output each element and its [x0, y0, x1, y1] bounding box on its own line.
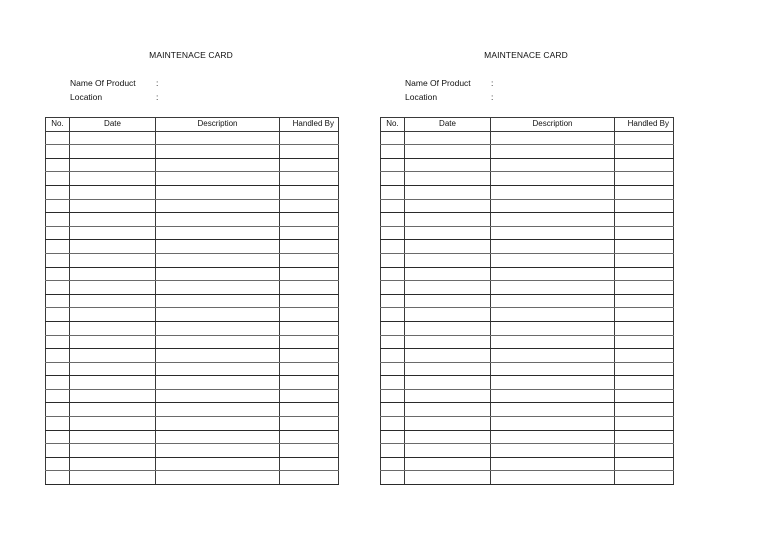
- table-row: [381, 403, 674, 417]
- cell-no: [381, 226, 405, 240]
- cell-description: [491, 403, 615, 417]
- cell-handled-by: [280, 376, 339, 390]
- cell-no: [46, 321, 70, 335]
- table-row: [46, 131, 339, 145]
- cell-handled-by: [615, 213, 674, 227]
- cell-no: [381, 389, 405, 403]
- cell-date: [70, 362, 156, 376]
- table-row: [46, 376, 339, 390]
- cell-description: [491, 267, 615, 281]
- location-label: Location: [405, 92, 438, 102]
- cell-description: [156, 389, 280, 403]
- cell-handled-by: [280, 321, 339, 335]
- cell-description: [156, 213, 280, 227]
- cell-no: [381, 240, 405, 254]
- cell-description: [156, 281, 280, 295]
- cell-no: [46, 172, 70, 186]
- cell-no: [46, 403, 70, 417]
- cell-no: [381, 457, 405, 471]
- table-row: [381, 308, 674, 322]
- cell-description: [156, 308, 280, 322]
- cell-date: [70, 430, 156, 444]
- cell-description: [156, 267, 280, 281]
- cell-date: [70, 417, 156, 431]
- cell-no: [46, 199, 70, 213]
- cell-date: [70, 131, 156, 145]
- column-header-no: No.: [46, 118, 70, 132]
- table-row: [381, 199, 674, 213]
- cell-description: [491, 213, 615, 227]
- cell-date: [405, 172, 491, 186]
- cell-no: [381, 199, 405, 213]
- cell-date: [70, 403, 156, 417]
- cell-date: [70, 158, 156, 172]
- cell-description: [156, 131, 280, 145]
- cell-date: [405, 417, 491, 431]
- cell-description: [491, 376, 615, 390]
- table-row: [381, 281, 674, 295]
- table-row: [381, 294, 674, 308]
- cell-date: [405, 349, 491, 363]
- cell-handled-by: [280, 253, 339, 267]
- cell-date: [405, 226, 491, 240]
- cell-no: [381, 281, 405, 295]
- cell-no: [46, 158, 70, 172]
- cell-description: [491, 389, 615, 403]
- cell-no: [46, 226, 70, 240]
- location-value: :: [156, 92, 159, 102]
- table-row: [46, 281, 339, 295]
- cell-description: [156, 145, 280, 159]
- cell-description: [156, 172, 280, 186]
- cell-date: [405, 376, 491, 390]
- location-value: :: [491, 92, 494, 102]
- cell-description: [156, 226, 280, 240]
- cell-description: [156, 430, 280, 444]
- cell-handled-by: [280, 349, 339, 363]
- cell-date: [405, 362, 491, 376]
- column-header-date: Date: [70, 118, 156, 132]
- cell-handled-by: [280, 403, 339, 417]
- cell-no: [381, 321, 405, 335]
- product-label: Name Of Product: [405, 78, 471, 88]
- cell-no: [46, 131, 70, 145]
- cell-date: [405, 444, 491, 458]
- cell-description: [491, 131, 615, 145]
- cell-no: [381, 213, 405, 227]
- cell-handled-by: [615, 308, 674, 322]
- table-row: [381, 240, 674, 254]
- cell-date: [405, 213, 491, 227]
- cell-no: [381, 172, 405, 186]
- cell-date: [70, 349, 156, 363]
- cell-no: [46, 335, 70, 349]
- cell-date: [70, 145, 156, 159]
- cell-date: [405, 267, 491, 281]
- cell-description: [491, 294, 615, 308]
- cell-no: [381, 131, 405, 145]
- maintenance-card-right: [380, 0, 672, 543]
- maintenance-log-table: [380, 117, 674, 485]
- location-field: [405, 92, 493, 103]
- table-row: [381, 349, 674, 363]
- cell-no: [46, 362, 70, 376]
- cell-date: [70, 281, 156, 295]
- cell-no: [46, 213, 70, 227]
- cell-description: [491, 240, 615, 254]
- product-value: :: [156, 78, 159, 88]
- table-row: [46, 362, 339, 376]
- cell-no: [46, 430, 70, 444]
- product-field: [405, 78, 493, 89]
- cell-no: [381, 185, 405, 199]
- product-value: :: [491, 78, 494, 88]
- table-row: [381, 253, 674, 267]
- cell-no: [46, 281, 70, 295]
- cell-handled-by: [280, 199, 339, 213]
- cell-date: [70, 185, 156, 199]
- cell-date: [405, 145, 491, 159]
- cell-date: [405, 240, 491, 254]
- cell-no: [381, 294, 405, 308]
- product-label: Name Of Product: [70, 78, 136, 88]
- maintenance-log-table: [45, 117, 339, 485]
- cell-handled-by: [280, 417, 339, 431]
- cell-handled-by: [615, 294, 674, 308]
- cell-date: [70, 457, 156, 471]
- table-row: [381, 376, 674, 390]
- cell-handled-by: [280, 471, 339, 485]
- table-row: [46, 294, 339, 308]
- cell-handled-by: [615, 335, 674, 349]
- cell-description: [491, 185, 615, 199]
- cell-handled-by: [615, 145, 674, 159]
- card-title: MAINTENACE CARD: [149, 50, 233, 60]
- table-row: [46, 267, 339, 281]
- cell-description: [491, 444, 615, 458]
- cell-date: [70, 267, 156, 281]
- cell-description: [491, 457, 615, 471]
- cell-handled-by: [280, 362, 339, 376]
- cell-handled-by: [280, 158, 339, 172]
- table-row: [381, 172, 674, 186]
- cell-handled-by: [280, 294, 339, 308]
- cell-no: [46, 417, 70, 431]
- cell-handled-by: [280, 389, 339, 403]
- cell-description: [491, 417, 615, 431]
- cell-handled-by: [615, 226, 674, 240]
- cell-no: [381, 403, 405, 417]
- table-row: [46, 457, 339, 471]
- cell-date: [70, 308, 156, 322]
- cell-handled-by: [280, 131, 339, 145]
- table-row: [46, 389, 339, 403]
- cell-description: [491, 281, 615, 295]
- cell-handled-by: [615, 131, 674, 145]
- cell-no: [381, 253, 405, 267]
- cell-date: [405, 335, 491, 349]
- table-row: [46, 172, 339, 186]
- cell-no: [46, 267, 70, 281]
- cell-no: [46, 444, 70, 458]
- table-row: [46, 226, 339, 240]
- column-header-description: Description: [491, 118, 615, 132]
- cell-description: [491, 430, 615, 444]
- table-row: [381, 213, 674, 227]
- cell-no: [46, 145, 70, 159]
- cell-handled-by: [615, 389, 674, 403]
- cell-handled-by: [615, 321, 674, 335]
- table-row: [46, 335, 339, 349]
- cell-date: [405, 253, 491, 267]
- cell-handled-by: [280, 145, 339, 159]
- table-header-row: [381, 118, 674, 132]
- cell-date: [70, 213, 156, 227]
- cell-handled-by: [615, 267, 674, 281]
- cell-no: [381, 267, 405, 281]
- table-row: [46, 349, 339, 363]
- table-row: [46, 417, 339, 431]
- cell-date: [70, 226, 156, 240]
- table-row: [46, 321, 339, 335]
- cell-no: [381, 145, 405, 159]
- cell-handled-by: [615, 349, 674, 363]
- location-field: [70, 92, 158, 103]
- cell-description: [491, 199, 615, 213]
- cell-description: [491, 145, 615, 159]
- table-row: [46, 199, 339, 213]
- cell-handled-by: [280, 308, 339, 322]
- cell-no: [381, 362, 405, 376]
- cell-no: [46, 349, 70, 363]
- cell-handled-by: [615, 172, 674, 186]
- cell-description: [156, 240, 280, 254]
- cell-date: [70, 471, 156, 485]
- cell-handled-by: [615, 240, 674, 254]
- table-row: [381, 226, 674, 240]
- table-row: [381, 267, 674, 281]
- table-row: [46, 158, 339, 172]
- table-row: [381, 158, 674, 172]
- cell-no: [381, 444, 405, 458]
- cell-handled-by: [280, 267, 339, 281]
- cell-handled-by: [280, 213, 339, 227]
- cell-handled-by: [615, 417, 674, 431]
- cell-description: [491, 349, 615, 363]
- cell-handled-by: [615, 403, 674, 417]
- cell-handled-by: [615, 199, 674, 213]
- cell-handled-by: [280, 172, 339, 186]
- cell-date: [405, 321, 491, 335]
- table-row: [46, 471, 339, 485]
- cell-date: [405, 457, 491, 471]
- table-row: [381, 457, 674, 471]
- cell-description: [156, 185, 280, 199]
- cell-description: [156, 321, 280, 335]
- cell-description: [156, 403, 280, 417]
- cell-handled-by: [280, 430, 339, 444]
- column-header-description: Description: [156, 118, 280, 132]
- cell-no: [46, 376, 70, 390]
- table-row: [381, 131, 674, 145]
- cell-date: [405, 403, 491, 417]
- cell-description: [156, 376, 280, 390]
- cell-date: [405, 294, 491, 308]
- cell-description: [491, 362, 615, 376]
- cell-date: [405, 281, 491, 295]
- cell-date: [70, 444, 156, 458]
- cell-handled-by: [615, 253, 674, 267]
- cell-description: [156, 158, 280, 172]
- location-label: Location: [70, 92, 103, 102]
- cell-date: [405, 308, 491, 322]
- cell-handled-by: [615, 281, 674, 295]
- maintenance-card-left: [45, 0, 337, 543]
- cell-description: [491, 308, 615, 322]
- cell-description: [491, 335, 615, 349]
- table-row: [381, 321, 674, 335]
- cell-no: [46, 308, 70, 322]
- cell-date: [405, 471, 491, 485]
- column-header-handled-by: Handled By: [280, 118, 339, 132]
- cell-description: [491, 158, 615, 172]
- table-row: [381, 185, 674, 199]
- cell-handled-by: [615, 185, 674, 199]
- cell-handled-by: [615, 457, 674, 471]
- cell-description: [491, 471, 615, 485]
- cell-handled-by: [280, 335, 339, 349]
- table-row: [46, 253, 339, 267]
- product-field: [70, 78, 158, 89]
- table-row: [46, 213, 339, 227]
- cell-description: [156, 335, 280, 349]
- cell-description: [491, 253, 615, 267]
- cell-date: [70, 389, 156, 403]
- cell-no: [46, 185, 70, 199]
- cell-handled-by: [615, 471, 674, 485]
- table-row: [46, 444, 339, 458]
- cell-handled-by: [280, 185, 339, 199]
- cell-handled-by: [615, 376, 674, 390]
- cell-description: [156, 349, 280, 363]
- cell-handled-by: [280, 240, 339, 254]
- cell-date: [70, 321, 156, 335]
- cell-description: [156, 471, 280, 485]
- table-row: [46, 240, 339, 254]
- cell-description: [491, 321, 615, 335]
- cell-date: [70, 253, 156, 267]
- cell-no: [381, 471, 405, 485]
- cell-description: [156, 294, 280, 308]
- cell-no: [46, 294, 70, 308]
- column-header-handled-by: Handled By: [615, 118, 674, 132]
- cell-handled-by: [280, 226, 339, 240]
- cell-handled-by: [615, 158, 674, 172]
- table-row: [381, 362, 674, 376]
- cell-no: [381, 308, 405, 322]
- cell-no: [46, 457, 70, 471]
- table-row: [381, 145, 674, 159]
- cell-date: [70, 376, 156, 390]
- cell-handled-by: [280, 444, 339, 458]
- table-row: [46, 145, 339, 159]
- cell-date: [405, 185, 491, 199]
- cell-no: [381, 349, 405, 363]
- cell-handled-by: [280, 457, 339, 471]
- cell-date: [405, 199, 491, 213]
- table-row: [46, 185, 339, 199]
- cell-no: [46, 253, 70, 267]
- cell-date: [405, 158, 491, 172]
- table-row: [381, 389, 674, 403]
- cell-description: [156, 199, 280, 213]
- cell-no: [381, 335, 405, 349]
- cell-date: [405, 131, 491, 145]
- cell-date: [70, 294, 156, 308]
- card-title: MAINTENACE CARD: [484, 50, 568, 60]
- table-row: [46, 308, 339, 322]
- cell-no: [46, 389, 70, 403]
- cell-no: [46, 471, 70, 485]
- table-row: [46, 430, 339, 444]
- cell-description: [156, 457, 280, 471]
- cell-no: [381, 158, 405, 172]
- cell-date: [70, 199, 156, 213]
- table-row: [381, 417, 674, 431]
- table-row: [381, 444, 674, 458]
- cell-handled-by: [615, 444, 674, 458]
- cell-no: [381, 417, 405, 431]
- cell-date: [405, 430, 491, 444]
- table-row: [46, 403, 339, 417]
- cell-description: [156, 444, 280, 458]
- cell-description: [156, 362, 280, 376]
- table-row: [381, 335, 674, 349]
- cell-date: [405, 389, 491, 403]
- cell-date: [70, 172, 156, 186]
- cell-no: [381, 430, 405, 444]
- table-header-row: [46, 118, 339, 132]
- cell-handled-by: [615, 362, 674, 376]
- cell-handled-by: [280, 281, 339, 295]
- cell-description: [156, 417, 280, 431]
- column-header-no: No.: [381, 118, 405, 132]
- table-row: [381, 430, 674, 444]
- cell-no: [46, 240, 70, 254]
- cell-handled-by: [615, 430, 674, 444]
- cell-date: [70, 240, 156, 254]
- table-row: [381, 471, 674, 485]
- cell-date: [70, 335, 156, 349]
- cell-description: [491, 172, 615, 186]
- cell-description: [491, 226, 615, 240]
- cell-no: [381, 376, 405, 390]
- cell-description: [156, 253, 280, 267]
- column-header-date: Date: [405, 118, 491, 132]
